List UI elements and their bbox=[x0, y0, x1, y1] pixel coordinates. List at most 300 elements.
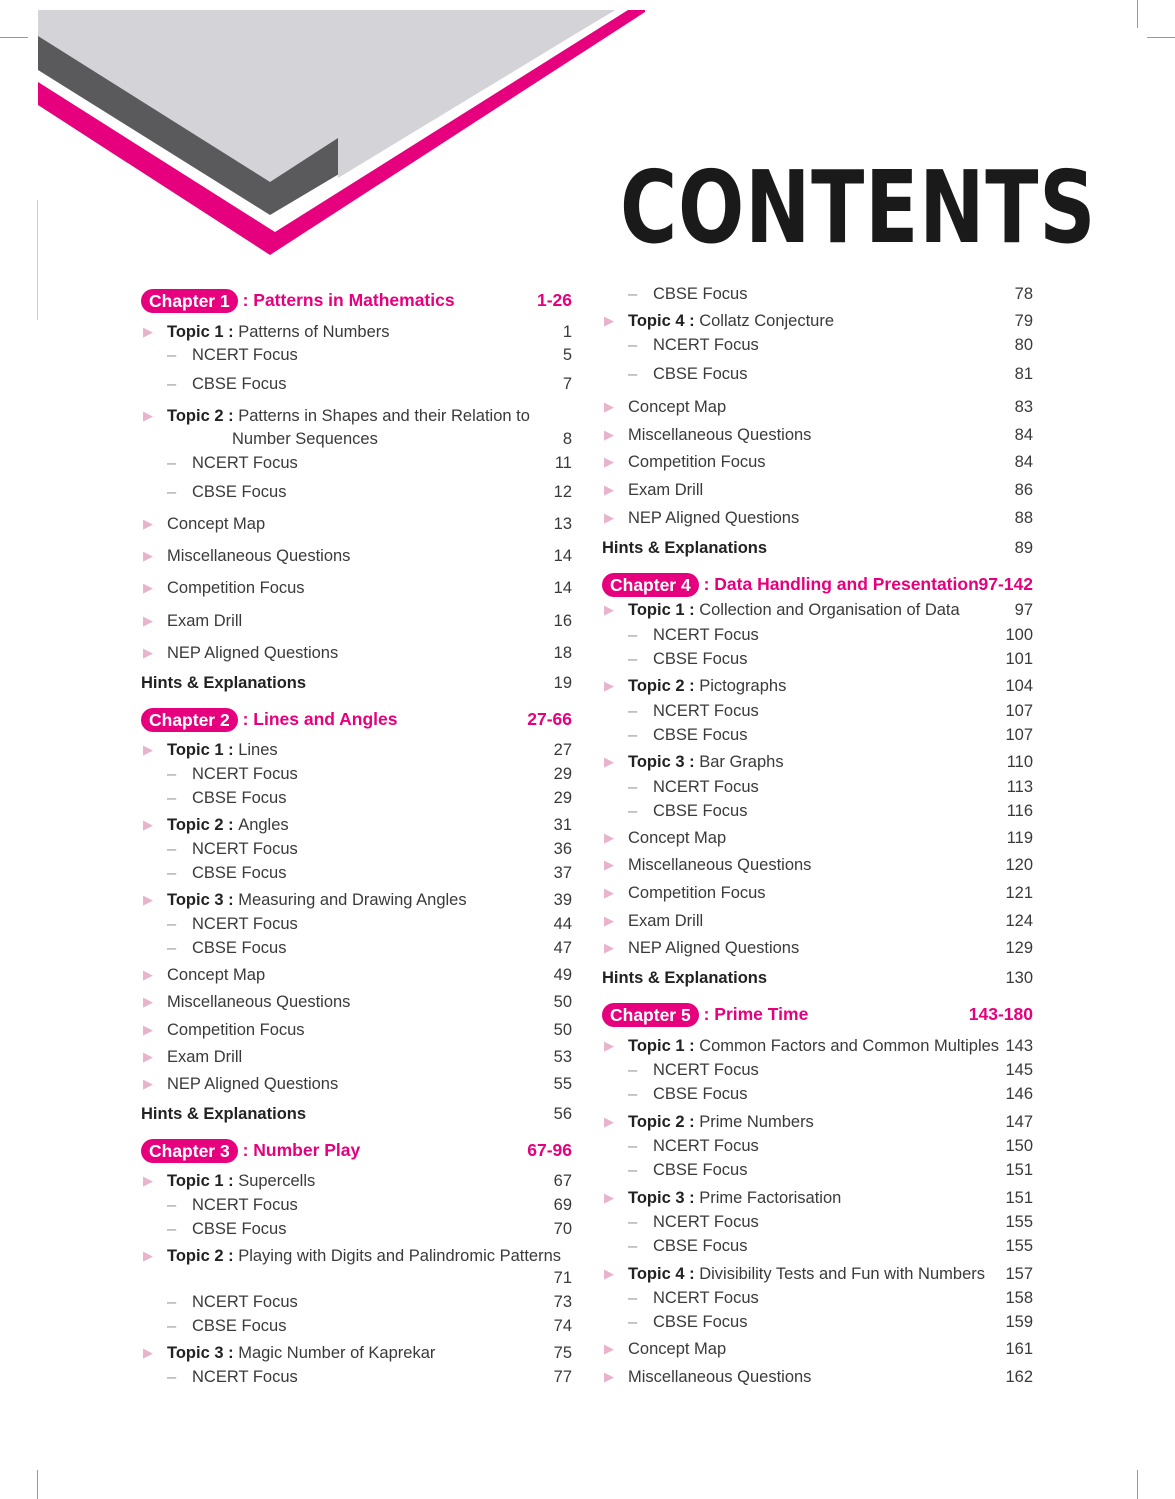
triangle-bullet-icon: ▶ bbox=[604, 427, 614, 442]
page-number: 113 bbox=[1006, 778, 1033, 796]
section-title: Competition Focus bbox=[628, 884, 766, 902]
chapter-heading bbox=[602, 571, 1033, 597]
triangle-bullet-icon: ▶ bbox=[143, 613, 153, 628]
topic-label: Topic 2 : bbox=[628, 1113, 700, 1131]
section-title: Miscellaneous Questions bbox=[628, 426, 812, 444]
page-number: 151 bbox=[1005, 1161, 1033, 1179]
dash-bullet-icon: – bbox=[167, 840, 177, 858]
subtopic-entry bbox=[602, 1082, 1033, 1106]
triangle-bullet-icon: ▶ bbox=[604, 1266, 614, 1281]
dash-bullet-icon: – bbox=[628, 1213, 638, 1231]
dash-bullet-icon: – bbox=[167, 789, 177, 807]
subtopic-entry bbox=[602, 647, 1033, 671]
crop-mark bbox=[0, 37, 28, 38]
topic-entry bbox=[141, 1244, 572, 1268]
topic-entry bbox=[602, 674, 1033, 698]
triangle-bullet-icon: ▶ bbox=[604, 1114, 614, 1129]
dash-bullet-icon: – bbox=[167, 864, 177, 882]
subtopic-entry bbox=[141, 936, 572, 960]
subtopic-title: CBSE Focus bbox=[192, 789, 287, 807]
page-number: 157 bbox=[1005, 1265, 1033, 1283]
topic-title: Measuring and Drawing Angles bbox=[238, 891, 467, 909]
triangle-bullet-icon: ▶ bbox=[604, 510, 614, 525]
dash-bullet-icon: – bbox=[628, 1061, 638, 1079]
subtopic-entry bbox=[141, 1314, 572, 1338]
section-entry bbox=[602, 1337, 1033, 1361]
subtopic-entry bbox=[141, 451, 572, 475]
subtopic-entry bbox=[141, 343, 572, 367]
topic-title: Divisibility Tests and Fun with Numbers bbox=[699, 1265, 985, 1283]
topic-entry bbox=[602, 1262, 1033, 1286]
page-number: 70 bbox=[553, 1220, 572, 1238]
section-entry bbox=[602, 423, 1033, 447]
subtopic-title: NCERT Focus bbox=[653, 1137, 759, 1155]
subtopic-title: CBSE Focus bbox=[653, 1161, 748, 1179]
section-title: Competition Focus bbox=[167, 579, 305, 597]
section-entry bbox=[141, 544, 572, 568]
page-number: 110 bbox=[1006, 753, 1033, 771]
subtopic-entry bbox=[141, 912, 572, 936]
section-title: Miscellaneous Questions bbox=[628, 856, 812, 874]
page-number: 27 bbox=[553, 741, 572, 759]
topic-text bbox=[628, 1186, 841, 1210]
section-entry bbox=[141, 576, 572, 600]
subtopic-entry bbox=[141, 861, 572, 885]
section-entry bbox=[141, 512, 572, 536]
section-entry bbox=[141, 963, 572, 987]
subtopic-title: NCERT Focus bbox=[653, 702, 759, 720]
subtopic-entry bbox=[602, 1134, 1033, 1158]
triangle-bullet-icon: ▶ bbox=[604, 313, 614, 328]
subtopic-entry bbox=[141, 1217, 572, 1241]
page-number: 124 bbox=[1005, 912, 1033, 930]
dash-bullet-icon: – bbox=[628, 626, 638, 644]
subtopic-title: CBSE Focus bbox=[192, 375, 287, 393]
page-number: 107 bbox=[1005, 702, 1033, 720]
page-number: 56 bbox=[553, 1105, 572, 1123]
dash-bullet-icon: – bbox=[628, 1313, 638, 1331]
page-number: 37 bbox=[553, 864, 572, 882]
triangle-bullet-icon: ▶ bbox=[143, 1022, 153, 1037]
topic-title: Prime Numbers bbox=[699, 1113, 814, 1131]
page-number: 130 bbox=[1005, 969, 1033, 987]
subtopic-entry bbox=[141, 480, 572, 504]
page-number: 67 bbox=[553, 1172, 572, 1190]
topic-entry bbox=[141, 1169, 572, 1193]
section-title: NEP Aligned Questions bbox=[167, 644, 339, 662]
triangle-bullet-icon: ▶ bbox=[604, 1369, 614, 1384]
triangle-bullet-icon: ▶ bbox=[143, 645, 153, 660]
subtopic-title: NCERT Focus bbox=[192, 765, 298, 783]
chapter-title: : Data Handling and Presentation bbox=[698, 574, 979, 594]
subtopic-title: CBSE Focus bbox=[653, 726, 748, 744]
topic-entry bbox=[141, 888, 572, 912]
dash-bullet-icon: – bbox=[628, 726, 638, 744]
dash-bullet-icon: – bbox=[628, 802, 638, 820]
subtopic-entry bbox=[141, 762, 572, 786]
topic-text bbox=[167, 738, 278, 762]
topic-text bbox=[167, 404, 530, 428]
topic-label: Topic 3 : bbox=[628, 753, 700, 771]
page-number: 145 bbox=[1005, 1061, 1033, 1079]
subtopic-entry bbox=[602, 333, 1033, 357]
triangle-bullet-icon: ▶ bbox=[143, 1173, 153, 1188]
triangle-bullet-icon: ▶ bbox=[604, 1038, 614, 1053]
dash-bullet-icon: – bbox=[628, 702, 638, 720]
triangle-bullet-icon: ▶ bbox=[143, 817, 153, 832]
topic-label: Topic 4 : bbox=[628, 312, 700, 330]
triangle-bullet-icon: ▶ bbox=[604, 885, 614, 900]
dash-bullet-icon: – bbox=[628, 1237, 638, 1255]
topic-text bbox=[167, 320, 390, 344]
dash-bullet-icon: – bbox=[167, 483, 177, 501]
chapter-title: : Lines and Angles bbox=[237, 709, 398, 729]
page-number: 84 bbox=[1014, 453, 1033, 471]
triangle-bullet-icon: ▶ bbox=[604, 857, 614, 872]
topic-title: Playing with Digits and Palindromic Patterns bbox=[238, 1247, 562, 1265]
topic-title: Pictographs bbox=[699, 677, 787, 695]
dash-bullet-icon: – bbox=[167, 765, 177, 783]
subtopic-title: CBSE Focus bbox=[192, 1317, 287, 1335]
page-number: 7 bbox=[562, 375, 572, 393]
topic-text bbox=[628, 1110, 814, 1134]
topic-entry bbox=[602, 750, 1033, 774]
subtopic-entry bbox=[602, 623, 1033, 647]
section-entry bbox=[602, 1365, 1033, 1389]
section-title: Concept Map bbox=[167, 515, 266, 533]
section-title: Competition Focus bbox=[167, 1021, 305, 1039]
dash-bullet-icon: – bbox=[167, 375, 177, 393]
page-number: 74 bbox=[553, 1317, 572, 1335]
subtopic-title: CBSE Focus bbox=[192, 483, 287, 501]
dash-bullet-icon: – bbox=[167, 346, 177, 364]
page-number: 119 bbox=[1006, 829, 1033, 847]
page-number: 97 bbox=[1014, 601, 1033, 619]
section-title: Competition Focus bbox=[628, 453, 766, 471]
subtopic-title: NCERT Focus bbox=[653, 1213, 759, 1231]
dash-bullet-icon: – bbox=[167, 1220, 177, 1238]
topic-entry bbox=[141, 738, 572, 762]
topic-label: Topic 3 : bbox=[167, 891, 239, 909]
section-entry bbox=[141, 609, 572, 633]
page-number: 143 bbox=[1005, 1037, 1033, 1055]
subtopic-title: CBSE Focus bbox=[192, 1220, 287, 1238]
section-title: NEP Aligned Questions bbox=[628, 509, 800, 527]
page-number-row bbox=[141, 1266, 572, 1290]
topic-entry bbox=[141, 320, 572, 344]
subtopic-entry bbox=[141, 1193, 572, 1217]
topic-text bbox=[628, 598, 960, 622]
subtopic-entry bbox=[602, 1158, 1033, 1182]
topic-title: Prime Factorisation bbox=[699, 1189, 842, 1207]
section-title: Concept Map bbox=[167, 966, 266, 984]
page-number: 8 bbox=[562, 430, 572, 448]
subtopic-entry bbox=[602, 1210, 1033, 1234]
page-number: 1 bbox=[562, 323, 572, 341]
hints-entry bbox=[141, 671, 572, 695]
dash-bullet-icon: – bbox=[628, 778, 638, 796]
section-title: NEP Aligned Questions bbox=[628, 939, 800, 957]
topic-label: Topic 1 : bbox=[167, 741, 239, 759]
topic-entry bbox=[602, 1034, 1033, 1058]
section-entry bbox=[141, 1045, 572, 1069]
subtopic-entry bbox=[141, 1365, 572, 1389]
section-title: Exam Drill bbox=[167, 612, 243, 630]
page-number: 155 bbox=[1005, 1237, 1033, 1255]
page-number: 158 bbox=[1005, 1289, 1033, 1307]
dash-bullet-icon: – bbox=[628, 1085, 638, 1103]
triangle-bullet-icon: ▶ bbox=[604, 913, 614, 928]
page-number: 81 bbox=[1014, 365, 1033, 383]
triangle-bullet-icon: ▶ bbox=[604, 454, 614, 469]
page-number: 151 bbox=[1005, 1189, 1033, 1207]
triangle-bullet-icon: ▶ bbox=[604, 482, 614, 497]
page-number: 36 bbox=[553, 840, 572, 858]
page-number: 39 bbox=[553, 891, 572, 909]
page-number: 29 bbox=[553, 789, 572, 807]
hints-entry bbox=[602, 966, 1033, 990]
hints-title: Hints & Explanations bbox=[141, 1105, 307, 1123]
subtopic-title: NCERT Focus bbox=[653, 336, 759, 354]
subtopic-title: NCERT Focus bbox=[653, 1061, 759, 1079]
triangle-bullet-icon: ▶ bbox=[143, 408, 153, 423]
dash-bullet-icon: – bbox=[167, 1368, 177, 1386]
edge-line bbox=[37, 200, 38, 320]
triangle-bullet-icon: ▶ bbox=[143, 967, 153, 982]
dash-bullet-icon: – bbox=[628, 285, 638, 303]
subtopic-title: CBSE Focus bbox=[653, 1313, 748, 1331]
section-title: Miscellaneous Questions bbox=[167, 547, 351, 565]
subtopic-title: CBSE Focus bbox=[653, 1085, 748, 1103]
subtopic-title: CBSE Focus bbox=[653, 802, 748, 820]
topic-title: Angles bbox=[238, 816, 289, 834]
triangle-bullet-icon: ▶ bbox=[604, 940, 614, 955]
topic-entry bbox=[141, 1341, 572, 1365]
chapter-badge: Chapter 4 bbox=[602, 573, 699, 597]
chapter-title: : Prime Time bbox=[698, 1004, 809, 1024]
page-number: 12 bbox=[553, 483, 572, 501]
topic-label: Topic 2 : bbox=[167, 1247, 239, 1265]
page-number: 116 bbox=[1006, 802, 1033, 820]
page-number: 53 bbox=[553, 1048, 572, 1066]
topic-text bbox=[167, 1169, 315, 1193]
subtopic-entry bbox=[602, 1286, 1033, 1310]
triangle-bullet-icon: ▶ bbox=[604, 754, 614, 769]
page-title: CONTENTS bbox=[620, 149, 1097, 266]
topic-title: Collatz Conjecture bbox=[699, 312, 835, 330]
section-entry bbox=[141, 990, 572, 1014]
triangle-bullet-icon: ▶ bbox=[143, 1049, 153, 1064]
section-entry bbox=[602, 450, 1033, 474]
subtopic-title: NCERT Focus bbox=[653, 626, 759, 644]
topic-text bbox=[167, 888, 467, 912]
section-title: Concept Map bbox=[628, 1340, 727, 1358]
dash-bullet-icon: – bbox=[167, 939, 177, 957]
topic-entry bbox=[602, 1186, 1033, 1210]
chapter-heading bbox=[141, 1137, 572, 1163]
page-number: 71 bbox=[553, 1269, 572, 1287]
topic-label: Topic 1 : bbox=[167, 323, 239, 341]
page-number: 147 bbox=[1005, 1113, 1033, 1131]
triangle-bullet-icon: ▶ bbox=[143, 892, 153, 907]
section-entry bbox=[602, 395, 1033, 419]
subtopic-entry bbox=[602, 1310, 1033, 1334]
subtopic-entry bbox=[602, 799, 1033, 823]
section-entry bbox=[602, 881, 1033, 905]
topic-label: Topic 4 : bbox=[628, 1265, 700, 1283]
page-number: 19 bbox=[553, 674, 572, 692]
topic-title: Patterns of Numbers bbox=[238, 323, 390, 341]
dash-bullet-icon: – bbox=[628, 1289, 638, 1307]
topic-continuation bbox=[141, 427, 572, 451]
page-number: 73 bbox=[553, 1293, 572, 1311]
page-number: 89 bbox=[1014, 539, 1033, 557]
section-entry bbox=[602, 826, 1033, 850]
section-entry bbox=[602, 506, 1033, 530]
topic-entry bbox=[602, 309, 1033, 333]
hints-title: Hints & Explanations bbox=[602, 969, 768, 987]
subtopic-title: CBSE Focus bbox=[653, 285, 748, 303]
topic-text bbox=[167, 813, 289, 837]
topic-title: Bar Graphs bbox=[699, 753, 784, 771]
dash-bullet-icon: – bbox=[628, 1137, 638, 1155]
topic-label: Topic 3 : bbox=[167, 1344, 239, 1362]
topic-title: Lines bbox=[238, 741, 278, 759]
subtopic-title: NCERT Focus bbox=[653, 1289, 759, 1307]
topic-label: Topic 2 : bbox=[628, 677, 700, 695]
topic-title: Supercells bbox=[238, 1172, 316, 1190]
triangle-bullet-icon: ▶ bbox=[604, 1190, 614, 1205]
chapter-heading bbox=[141, 287, 572, 313]
dash-bullet-icon: – bbox=[167, 915, 177, 933]
triangle-bullet-icon: ▶ bbox=[143, 1248, 153, 1263]
subtopic-entry bbox=[141, 837, 572, 861]
topic-title: Collection and Organisation of Data bbox=[699, 601, 960, 619]
page-number: 49 bbox=[553, 966, 572, 984]
subtopic-entry bbox=[602, 1058, 1033, 1082]
page-number: 83 bbox=[1014, 398, 1033, 416]
section-title: Exam Drill bbox=[628, 481, 704, 499]
crop-mark bbox=[1137, 0, 1138, 28]
section-entry bbox=[141, 1072, 572, 1096]
topic-title: Common Factors and Common Multiples bbox=[699, 1037, 1000, 1055]
chapter-page-range: 67-96 bbox=[527, 1140, 572, 1160]
subtopic-title: CBSE Focus bbox=[192, 864, 287, 882]
page-number: 86 bbox=[1014, 481, 1033, 499]
topic-title: Magic Number of Kaprekar bbox=[238, 1344, 436, 1362]
page-number: 88 bbox=[1014, 509, 1033, 527]
header-decoration bbox=[0, 0, 660, 270]
page-number: 80 bbox=[1014, 336, 1033, 354]
section-entry bbox=[141, 641, 572, 665]
chapter-page-range: 1-26 bbox=[536, 290, 572, 310]
section-entry bbox=[141, 1018, 572, 1042]
chapter-heading bbox=[602, 1001, 1033, 1027]
page-number: 155 bbox=[1005, 1213, 1033, 1231]
dash-bullet-icon: – bbox=[628, 336, 638, 354]
page-number: 14 bbox=[553, 579, 572, 597]
section-title: Concept Map bbox=[628, 829, 727, 847]
subtopic-title: CBSE Focus bbox=[653, 365, 748, 383]
triangle-bullet-icon: ▶ bbox=[143, 994, 153, 1009]
section-title: Miscellaneous Questions bbox=[167, 993, 351, 1011]
subtopic-entry bbox=[602, 1234, 1033, 1258]
page-number: 150 bbox=[1005, 1137, 1033, 1155]
page-number: 121 bbox=[1005, 884, 1033, 902]
page-number: 159 bbox=[1005, 1313, 1033, 1331]
subtopic-entry bbox=[141, 786, 572, 810]
dash-bullet-icon: – bbox=[628, 650, 638, 668]
subtopic-entry bbox=[602, 362, 1033, 386]
triangle-bullet-icon: ▶ bbox=[604, 830, 614, 845]
chapter-title: : Number Play bbox=[237, 1140, 361, 1160]
chapter-badge: Chapter 5 bbox=[602, 1003, 699, 1027]
triangle-bullet-icon: ▶ bbox=[143, 742, 153, 757]
section-entry bbox=[602, 909, 1033, 933]
dash-bullet-icon: – bbox=[628, 1161, 638, 1179]
page-number: 101 bbox=[1005, 650, 1033, 668]
subtopic-title: NCERT Focus bbox=[192, 1368, 298, 1386]
chapter-badge: Chapter 3 bbox=[141, 1139, 238, 1163]
chapter-page-range: 27-66 bbox=[527, 709, 572, 729]
page-number: 146 bbox=[1005, 1085, 1033, 1103]
triangle-bullet-icon: ▶ bbox=[604, 602, 614, 617]
page-number: 100 bbox=[1005, 626, 1033, 644]
topic-text bbox=[628, 1262, 985, 1286]
hints-title: Hints & Explanations bbox=[602, 539, 768, 557]
page-number: 50 bbox=[553, 1021, 572, 1039]
page-number: 84 bbox=[1014, 426, 1033, 444]
page-number: 18 bbox=[553, 644, 572, 662]
topic-entry bbox=[141, 813, 572, 837]
chapter-badge: Chapter 2 bbox=[141, 708, 238, 732]
section-title: Miscellaneous Questions bbox=[628, 1368, 812, 1386]
dash-bullet-icon: – bbox=[628, 365, 638, 383]
subtopic-title: CBSE Focus bbox=[653, 650, 748, 668]
topic-title-continued: Number Sequences bbox=[232, 430, 378, 448]
topic-text bbox=[628, 1034, 999, 1058]
page-number: 44 bbox=[553, 915, 572, 933]
page-number: 161 bbox=[1005, 1340, 1033, 1358]
crop-mark bbox=[37, 1470, 38, 1499]
section-title: Exam Drill bbox=[167, 1048, 243, 1066]
topic-entry bbox=[602, 598, 1033, 622]
dash-bullet-icon: – bbox=[167, 1317, 177, 1335]
page-number: 50 bbox=[553, 993, 572, 1011]
page-number: 14 bbox=[553, 547, 572, 565]
chapter-badge: Chapter 1 bbox=[141, 289, 238, 313]
triangle-bullet-icon: ▶ bbox=[143, 1076, 153, 1091]
dash-bullet-icon: – bbox=[167, 1196, 177, 1214]
page-number: 29 bbox=[553, 765, 572, 783]
topic-label: Topic 1 : bbox=[628, 601, 700, 619]
topic-label: Topic 1 : bbox=[167, 1172, 239, 1190]
subtopic-title: NCERT Focus bbox=[653, 778, 759, 796]
triangle-bullet-icon: ▶ bbox=[604, 678, 614, 693]
subtopic-entry bbox=[141, 372, 572, 396]
section-entry bbox=[602, 936, 1033, 960]
page-number: 11 bbox=[554, 454, 572, 472]
page-number: 78 bbox=[1014, 285, 1033, 303]
topic-text bbox=[628, 309, 834, 333]
topic-text bbox=[628, 750, 784, 774]
hints-title: Hints & Explanations bbox=[141, 674, 307, 692]
chapter-title: : Patterns in Mathematics bbox=[237, 290, 455, 310]
page-number: 104 bbox=[1005, 677, 1033, 695]
hints-entry bbox=[602, 536, 1033, 560]
chapter-heading bbox=[141, 706, 572, 732]
topic-label: Topic 1 : bbox=[628, 1037, 700, 1055]
